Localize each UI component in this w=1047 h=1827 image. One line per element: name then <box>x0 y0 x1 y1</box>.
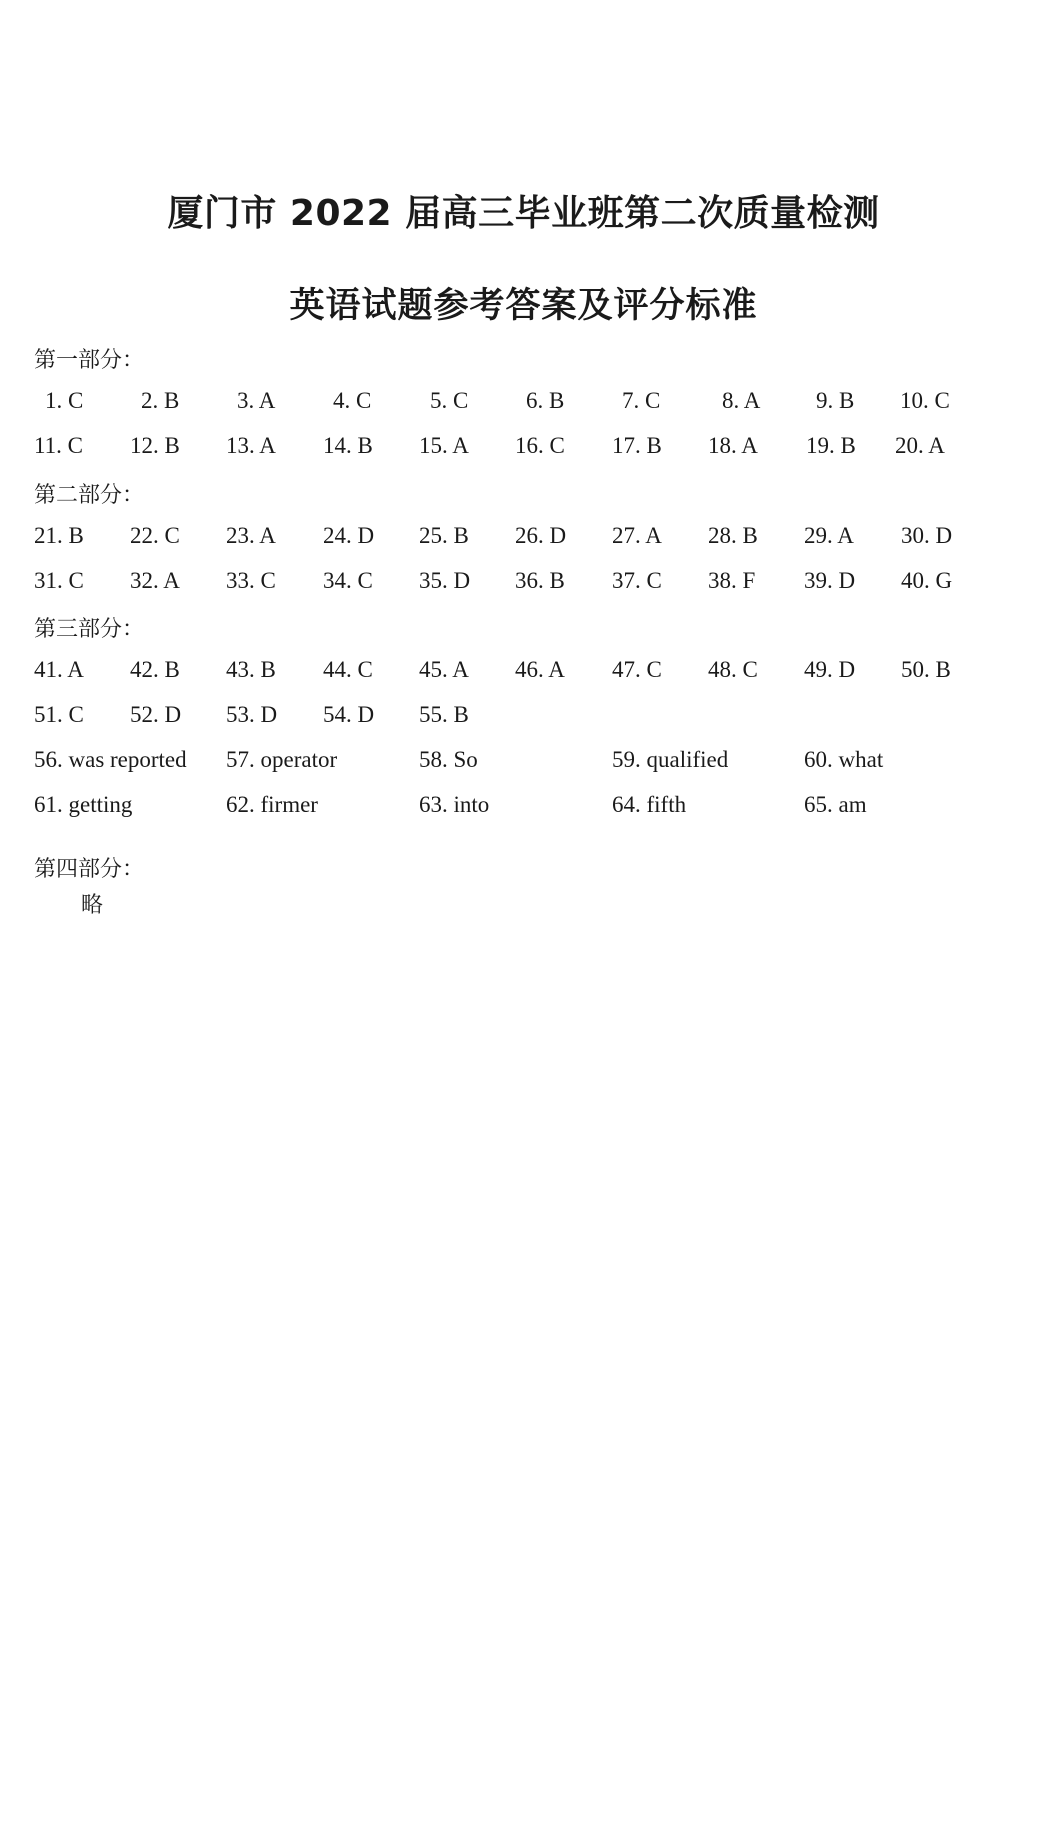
answer-58: 58. So <box>419 747 478 772</box>
answer-48: 48. C <box>708 657 758 682</box>
answer-16: 16. C <box>515 433 565 458</box>
answer-13: 13. A <box>226 433 276 458</box>
part3-row4 <box>0 792 1047 822</box>
part1-row2 <box>0 433 1047 463</box>
answer-25: 25. B <box>419 523 469 548</box>
answer-40: 40. G <box>901 568 953 593</box>
answer-30: 30. D <box>901 523 953 548</box>
answer-56: 56. was reported <box>34 747 187 772</box>
answer-8: 8. A <box>722 388 761 413</box>
answer-4: 4. C <box>333 388 372 413</box>
answer-27: 27. A <box>612 523 662 548</box>
answer-2: 2. B <box>141 388 180 413</box>
part2-row1 <box>0 523 1047 553</box>
answer-5: 5. C <box>430 388 469 413</box>
answer-36: 36. B <box>515 568 565 593</box>
answer-1: 1. C <box>45 388 84 413</box>
answer-14: 14. B <box>323 433 373 458</box>
document-title: 厦门市 2022 届高三毕业班第二次质量检测 <box>167 193 880 234</box>
answer-20: 20. A <box>895 433 945 458</box>
answer-50: 50. B <box>901 657 951 682</box>
part3-row2 <box>0 702 1047 732</box>
answer-39: 39. D <box>804 568 856 593</box>
answer-37: 37. C <box>612 568 662 593</box>
part4-content: 略 <box>81 893 104 918</box>
answer-23: 23. A <box>226 523 276 548</box>
answer-6: 6. B <box>526 388 565 413</box>
answer-54: 54. D <box>323 702 375 727</box>
part1-row1 <box>0 388 1047 418</box>
answer-62: 62. firmer <box>226 792 318 817</box>
answer-32: 32. A <box>130 568 180 593</box>
part2-heading: 第二部分： <box>34 483 145 508</box>
part1-heading: 第一部分： <box>34 348 145 373</box>
answer-55: 55. B <box>419 702 469 727</box>
answer-53: 53. D <box>226 702 278 727</box>
answer-19: 19. B <box>806 433 856 458</box>
answer-51: 51. C <box>34 702 84 727</box>
answer-31: 31. C <box>34 568 84 593</box>
answer-38: 38. F <box>708 568 756 593</box>
part3-heading: 第三部分： <box>34 617 145 642</box>
part2-row2 <box>0 568 1047 598</box>
answer-46: 46. A <box>515 657 565 682</box>
answer-17: 17. B <box>612 433 662 458</box>
answer-24: 24. D <box>323 523 375 548</box>
answer-65: 65. am <box>804 792 867 817</box>
answer-28: 28. B <box>708 523 758 548</box>
answer-63: 63. into <box>419 792 490 817</box>
answer-12: 12. B <box>130 433 180 458</box>
answer-10: 10. C <box>900 388 950 413</box>
answer-26: 26. D <box>515 523 567 548</box>
answer-47: 47. C <box>612 657 662 682</box>
answer-22: 22. C <box>130 523 180 548</box>
answer-49: 49. D <box>804 657 856 682</box>
answer-43: 43. B <box>226 657 276 682</box>
answer-52: 52. D <box>130 702 182 727</box>
answer-41: 41. A <box>34 657 84 682</box>
answer-11: 11. C <box>34 433 83 458</box>
answer-59: 59. qualified <box>612 747 729 772</box>
answer-7: 7. C <box>622 388 661 413</box>
answer-34: 34. C <box>323 568 373 593</box>
answer-33: 33. C <box>226 568 276 593</box>
part3-row3 <box>0 747 1047 777</box>
answer-3: 3. A <box>237 388 276 413</box>
answer-21: 21. B <box>34 523 84 548</box>
answer-60: 60. what <box>804 747 884 772</box>
document-subtitle: 英语试题参考答案及评分标准 <box>289 286 758 326</box>
answer-45: 45. A <box>419 657 469 682</box>
part4-heading: 第四部分： <box>34 857 145 882</box>
answer-64: 64. fifth <box>612 792 687 817</box>
answer-15: 15. A <box>419 433 469 458</box>
answer-35: 35. D <box>419 568 471 593</box>
answer-61: 61. getting <box>34 792 133 817</box>
answer-18: 18. A <box>708 433 758 458</box>
answer-57: 57. operator <box>226 747 338 772</box>
answer-44: 44. C <box>323 657 373 682</box>
answer-29: 29. A <box>804 523 854 548</box>
answer-42: 42. B <box>130 657 180 682</box>
answer-9: 9. B <box>816 388 855 413</box>
part3-row1 <box>0 657 1047 687</box>
